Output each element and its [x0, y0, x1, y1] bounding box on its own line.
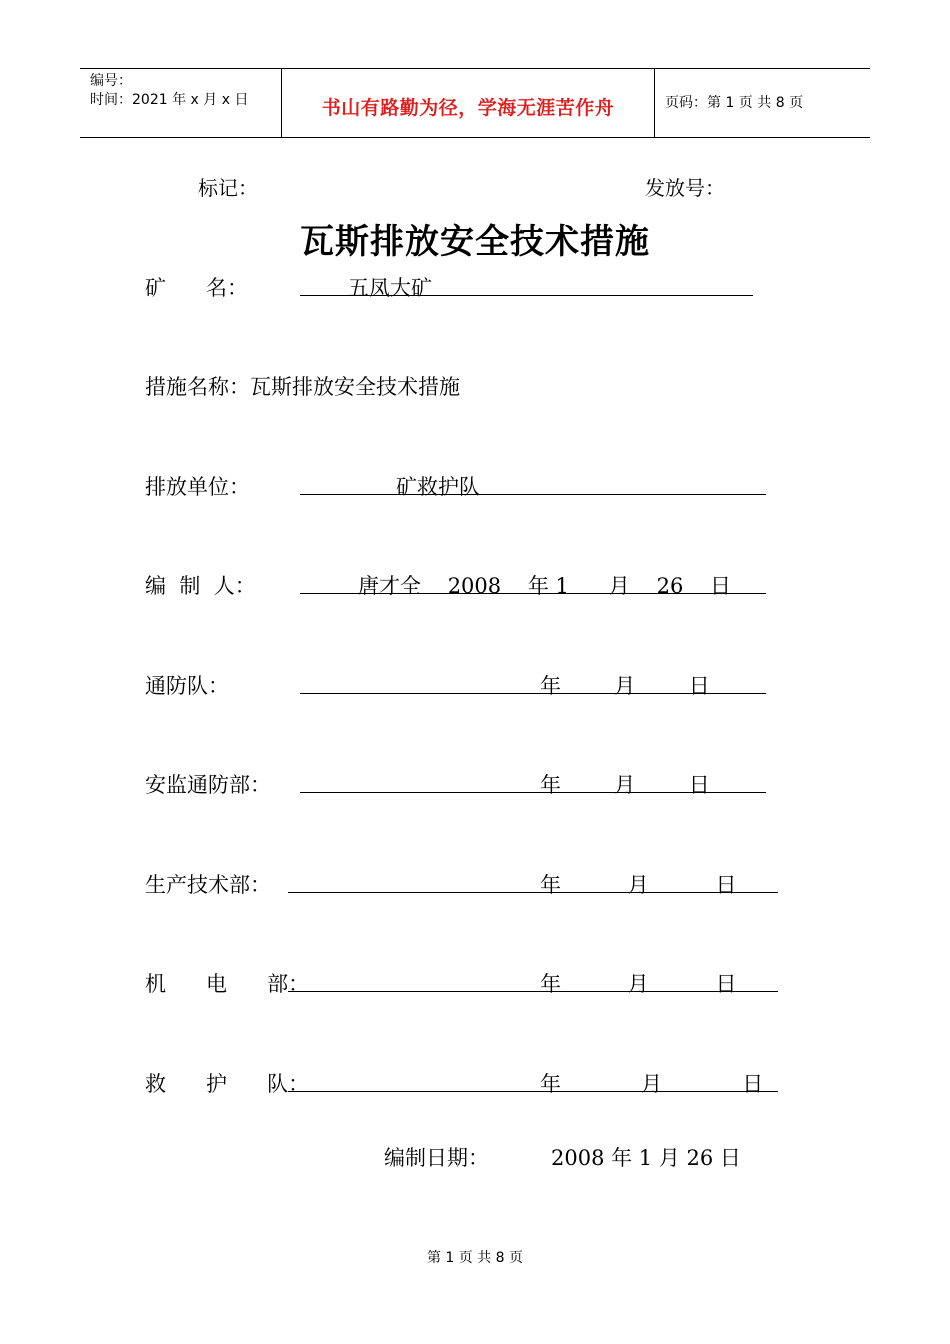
- ventilation-team-date: 年 月 日: [540, 674, 710, 698]
- issue-number-label: 发放号：: [645, 176, 725, 200]
- safety-dept-underline: [300, 792, 766, 793]
- mine-name-value: 五凤大矿: [348, 276, 432, 300]
- header-left-cell: [80, 69, 282, 137]
- production-dept-date: 年 月 日: [540, 873, 737, 897]
- production-dept-underline: [288, 892, 778, 893]
- ventilation-team-underline: [300, 693, 766, 694]
- rescue-team-label: 救 护 队：: [145, 1072, 310, 1096]
- page-footer: 第 1 页 共 8 页: [426, 1250, 524, 1266]
- mine-name-underline: [300, 295, 753, 296]
- measure-name-label: 措施名称：瓦斯排放安全技术措施: [145, 375, 460, 399]
- safety-dept-label: 安监通防部：: [145, 773, 271, 797]
- number-label: 编号：: [90, 73, 132, 89]
- header-middle-cell: [282, 69, 655, 137]
- safety-dept-date: 年 月 日: [540, 773, 710, 797]
- mech-dept-label: 机 电 部：: [145, 972, 310, 996]
- discharge-unit-value: 矿救护队: [396, 475, 480, 499]
- header-right-cell: [655, 69, 870, 137]
- document-title: 瓦斯排放安全技术措施: [300, 222, 650, 262]
- mine-name-label: 矿 名：: [145, 276, 249, 300]
- motto: 书山有路勤为径，学海无涯苦作舟: [321, 97, 615, 119]
- mech-dept-underline: [288, 991, 778, 992]
- author-value: 唐才全 2008 年 1 月 26 日: [358, 574, 732, 598]
- time-label: 时间：2021 年 x 月 x 日: [90, 92, 249, 108]
- production-dept-label: 生产技术部：: [145, 873, 271, 897]
- page-info: 页码：第 1 页 共 8 页: [665, 95, 804, 111]
- author-label: 编 制 人：: [145, 574, 256, 598]
- author-underline: [300, 593, 766, 594]
- mark-label: 标记：: [198, 176, 258, 200]
- ventilation-team-label: 通防队：: [145, 674, 229, 698]
- compile-date-value: 2008 年 1 月 26 日: [551, 1146, 741, 1170]
- discharge-unit-label: 排放单位：: [145, 475, 250, 499]
- page-header: [80, 68, 870, 138]
- rescue-team-underline: [288, 1091, 778, 1092]
- mech-dept-date: 年 月 日: [540, 972, 737, 996]
- rescue-team-date: 年 月 日: [540, 1072, 764, 1096]
- discharge-unit-underline: [300, 494, 766, 495]
- compile-date-label: 编制日期：: [384, 1146, 489, 1170]
